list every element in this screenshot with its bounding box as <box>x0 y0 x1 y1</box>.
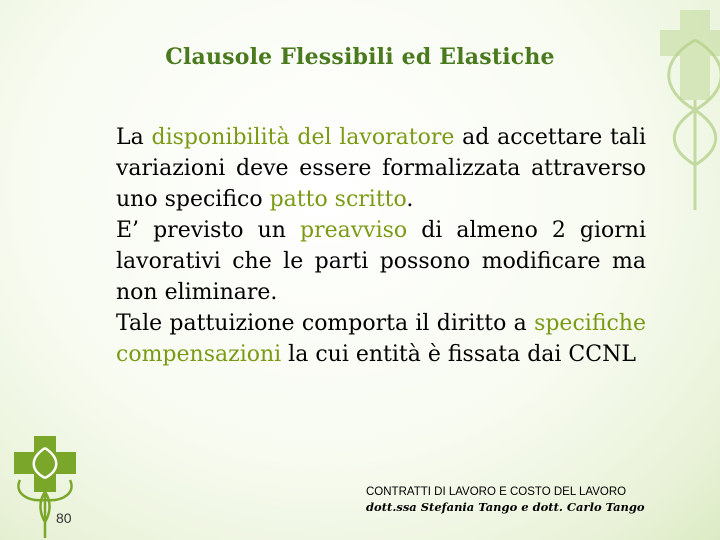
cross-caduceus-logo-icon <box>0 430 90 540</box>
text-run: Tale pattuizione comporta il diritto a <box>116 311 535 336</box>
footer-authors: dott.ssa Stefania Tango e dott. Carlo Tango <box>366 500 645 514</box>
text-run: E’ previsto un <box>116 218 300 243</box>
slide-body <box>116 122 646 370</box>
footer-course-title: CONTRATTI DI LAVORO E COSTO DEL LAVORO <box>366 486 627 498</box>
page-number: 80 <box>56 510 72 526</box>
text-run: . <box>406 187 414 212</box>
highlight-disponibilita: disponibilità del lavoratore <box>151 125 455 150</box>
paragraph-disponibilita <box>116 122 646 215</box>
slide-title: Clausole Flessibili ed Elastiche <box>165 44 555 70</box>
text-run: La <box>116 125 152 150</box>
text-run: di almeno 2 giorni lavorativi che le parti possono modificare ma non eliminare. <box>116 218 646 305</box>
text-run: la cui entità è fissata dai CCNL <box>281 342 636 367</box>
text-run: ad accettare tali variazioni deve essere formalizzata attraverso uno specifico <box>116 125 647 212</box>
highlight-preavviso: preavviso <box>299 218 408 243</box>
footer <box>366 486 686 514</box>
paragraph-preavviso <box>116 215 646 308</box>
paragraph-compensazioni <box>116 308 646 370</box>
highlight-patto-scritto: patto scritto <box>269 187 407 212</box>
highlight-compensazioni: specifiche compensazioni <box>116 311 646 367</box>
cross-caduceus-watermark-icon <box>640 0 720 210</box>
